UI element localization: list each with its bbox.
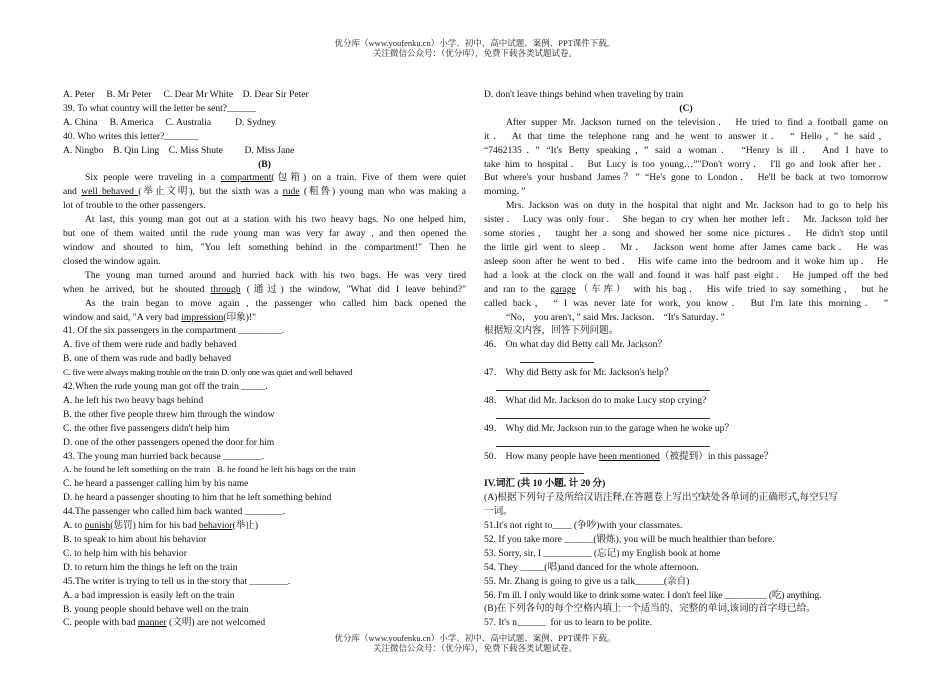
passage-b-line: The young man turned around and hurried back with his two bags. He was very tired [85,269,466,281]
q44-option-d: D. to return him the things he left on the train [63,561,238,573]
header-line-2: 关注微信公众号：（优分库），免费下载各类试题试卷。 [372,48,577,58]
q49-answer-line[interactable] [484,436,888,450]
text: Six people were traveling in a [85,172,221,184]
passage-c-line: morning．” [484,186,526,198]
passage-c-line: After supper Mr. Jackson turned on the television． He tried to find a football game on [506,116,888,128]
passage-c-line: had a look at the clock on the wall and found it was half past eight． He jumped off the bed [484,269,888,281]
answer-blank[interactable] [520,353,594,363]
passage-c-line: it． At that time the telephone rang and he went to answer it． “ Hello，” he said， [484,130,888,142]
q56: 56. I'm ill. I only would like to drink some water. I don't feel like _________ (吃) anything. [484,589,822,601]
q42-question: 42.When the rude young man got off the train _____. [63,381,268,393]
q46-answer-line[interactable] [484,352,888,366]
passage-c-line: take him to hospital． But Lucy is too young…”"Don't worry． I'll go and look after her． [484,158,888,170]
passage-b-line: closed the window again. [63,255,161,267]
answer-blank[interactable] [496,437,710,447]
q47-question: 47． Why did Betty ask for Mr. Jackson's help？ [484,367,674,379]
passage-b-line [63,311,466,325]
text: （车库） with his bag． His wife tried to say something， but he [575,283,888,295]
q40-options: A. Ningbo B. Qin Ling C. Miss Shute D. Miss Jane [63,144,295,156]
text: (文明) are not welcomed [166,617,266,629]
left-column [63,88,466,630]
q53: 53. Sorry, sir, I __________ (忘记) my English book at home [484,547,721,559]
q40-question: 40. Who writes this letter?_______ [63,130,198,142]
q42-option-c: C. the other five passengers didn't help him [63,422,230,434]
section-4-title: IV.词汇 (共 10 小题, 计 20 分) [484,478,606,490]
q46-question: 46． On what day did Betty call Mr. Jackson？ [484,339,668,351]
section-4a-instruction-cont: 一词。 [484,506,513,518]
vocab-underline: manner [137,617,167,629]
passage-b-line [63,283,466,297]
q43-option-c: C. he heard a passenger calling him by his name [63,478,249,490]
q41-question: 41. Of the six passengers in the compartment _________. [63,325,285,337]
q50-question [484,450,888,464]
q57: 57. It's n______ for us to learn to be polite. [484,617,652,629]
footer-line-2: 关注微信公众号：（优分库），免费下载各类试题试卷。 [372,643,577,653]
page-footer [0,633,950,653]
footer-line-1: 优分库（www.youfenku.cn）小学、初中、高中试题、案例、PPT课件下载。 [334,633,616,643]
passage-c-line [484,283,888,297]
passage-c-line: called back， “ I was never late for work, you know． But I'm late this morning． ” [484,297,888,309]
section-4b-instruction: (B)在下列各句的每个空格内填上一个适当的、完整的单词,该词的首字母已给。 [484,603,816,615]
q41-option-b: B. one of them was rude and badly behaved [63,353,232,365]
section-b-heading: (B) [258,158,271,170]
q48-question: 48． What did Mr. Jackson do to make Lucy stop crying? [484,394,707,406]
text: （被提到）in this passage？ [659,450,774,462]
q38-options: A. Peter B. Mr Peter C. Dear Mr White D. Dear Sir Peter [63,89,309,100]
vocab-underline: through [210,283,241,295]
answer-blank[interactable] [496,381,710,391]
vocab-underline: garage [550,283,576,295]
passage-c-line: Mrs. Jackson was on duty in the hospital that night and Mr. Jackson had to go to help his [506,200,888,212]
passage-c-line: sister． Lucy was only four． She began to cry when her mother left． Mr. Jackson told her [484,214,888,226]
vocab-underline: well behaved [81,186,139,198]
q45-option-a: A. a bad impression is easily left on the train [63,589,235,601]
q43-question: 43. The young man hurried back because ________. [63,450,264,462]
q43-option-ab: A. he found he left something on the train B. he found he left his bags on the train [63,464,356,475]
q52: 52. If you take more ______(锻炼), you will be much healthier than before. [484,533,775,545]
passage-c-line: some stories， taught her a song and showed her some nice pictures． He didn't stop until [484,228,888,240]
vocab-underline: been mentioned [598,450,660,462]
text: A. to [63,520,85,532]
q45-option-d: D. don't leave things behind when traveling by train [484,89,684,100]
passage-c-line: asleep soon after he went to bed． His wife came into the bedroom and it woke him up． He [484,255,888,267]
q51: 51.It's not right to____ (争吵)with your classmates. [484,520,683,532]
text: and ran to the [484,283,551,295]
section-4a-instruction: (A)根据下列句子及所给汉语注释,在答题卷上写出空缺处各单词的正确形式,每空只写 [484,492,838,504]
passage-c-line: “No， you aren't，” said Mrs. Jackson． “It's Saturday．” [506,311,725,323]
q44-option-c: C. to help him with his behavior [63,547,187,559]
q44-option-a [63,519,466,533]
text: 50． How many people have [484,450,599,462]
passage-b-line: but one of them waited until the rude young man was very far away , and then opened the [63,228,466,240]
vocab-underline: punish [84,520,111,532]
q42-option-b: B. the other five people threw him through the window [63,408,275,420]
q41-option-cd: C. five were always making trouble on the train D. only one was quiet and well behaved [63,367,353,378]
answer-blank[interactable] [496,409,710,419]
answer-blank[interactable] [520,464,584,474]
text: and [63,186,82,198]
vocab-underline: compartment [220,172,272,184]
q42-option-d: D. one of the other passengers opened the door for him [63,436,275,448]
q42-option-a: A. he left his two heavy bags behind [63,394,204,406]
q39-question: 39. To what country will the letter be sent?______ [63,102,256,114]
q45-question: 45.The writer is trying to tell us in the story that ________. [63,575,291,587]
passage-c-line: the little girl went to sleep． Mr． Jackson went home after James came back． He was [484,241,888,253]
passage-b-line [63,171,466,185]
text: (粗鲁) young man who was making a [299,186,466,198]
passage-b-line: lot of trouble to the other passengers. [63,200,206,212]
text: (举止文明), but the sixth was a [138,186,283,198]
vocab-underline: impression [181,311,224,323]
section-c-heading: (C) [679,102,693,114]
text: (惩罚) him for his bad [110,520,199,532]
text: window and said, "A very bad [63,311,182,323]
q50-answer-line[interactable] [484,463,888,477]
passage-b-line: As the train began to move again , the passenger who called him back opened the [85,297,466,309]
passage-b-line [63,185,466,199]
vocab-underline: rude [282,186,300,198]
q41-option-a: A. five of them were rude and badly behaved [63,339,237,351]
text: when he arrived, but he shouted [63,283,211,295]
text: (包箱) on a train. Five of them were quiet [271,172,466,184]
q39-options: A. China B. America C. Australia D. Sydney [63,116,276,128]
passage-b-line: At last, this young man got out at a station with his two heavy bags. No one helped him, [85,214,466,226]
text: C. people with bad [63,617,138,629]
q45-option-b: B. young people should behave well on the train [63,603,249,615]
q47-answer-line[interactable] [484,380,888,394]
text: (印象)!" [223,311,257,323]
q43-option-d: D. he heard a passenger shouting to him that he left something behind [63,492,332,504]
q44-question: 44.The passenger who called him back wanted ________. [63,506,286,518]
q48-answer-line[interactable] [484,408,888,422]
right-column [484,88,888,630]
instruction: 根据短文内容，回答下列问题。 [484,325,619,337]
q49-question: 49． Why did Mr. Jackson run to the garage when he woke up？ [484,422,735,434]
passage-c-line: “7462135．” “It's Betty speaking，” said a woman． “Henry is ill． And I have to [484,144,888,156]
page-header [0,38,950,58]
q55: 55. Mr. Zhang is going to give us a talk______(亲自) [484,575,690,587]
vocab-underline: behavior [198,520,233,532]
passage-b-line: window and shouted to him, "You left something behind in the compartment!" Then he [63,241,466,253]
q44-option-b: B. to speak to him about his behavior [63,534,207,545]
passage-c-line: But where's your husband James？” “He's gone to London． He'll be back at two tomorrow [484,172,888,184]
header-line-1: 优分库（www.youfenku.cn）小学、初中、高中试题、案例、PPT课件下载。 [334,38,616,48]
q45-option-c [63,616,466,630]
text: (通过) the window, "What did I leave behind?" [240,283,466,295]
q54: 54. They _____(唱)and danced for the whole afternoon. [484,561,699,573]
text: (举止) [232,520,259,532]
